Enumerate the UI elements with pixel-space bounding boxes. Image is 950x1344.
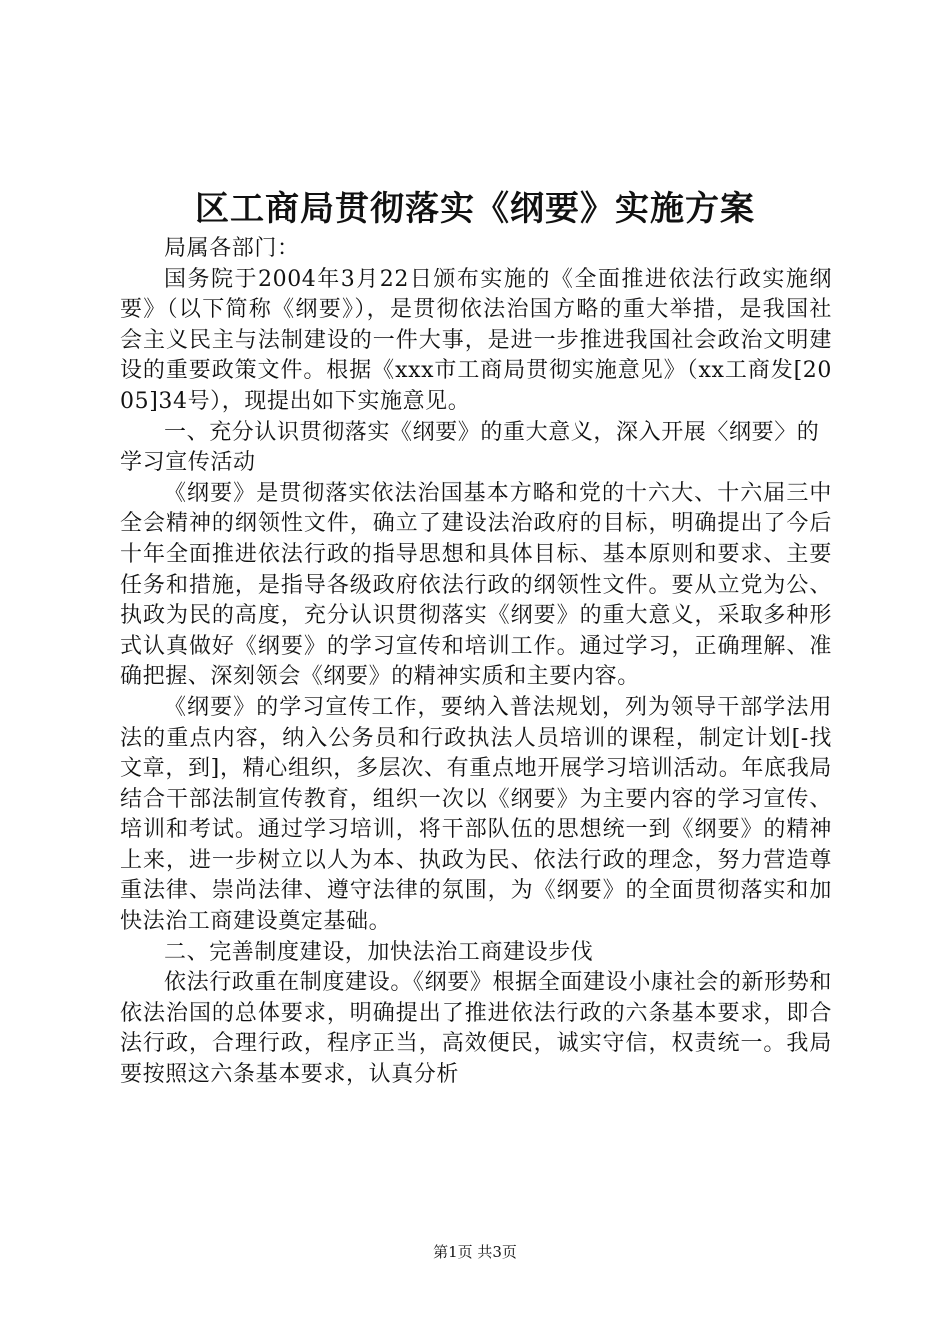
paragraph-section-1-b: 《纲要》的学习宣传工作，要纳入普法规划，列为领导干部学法用法的重点内容，纳入公务员和行政执法人员培训的课程，制定计划[-找文章，到]，精心组织，多层次、有重点地开展学习培训活动。年底我局结合干部法制宣传教育，组织一次以《纲要》为主要内容的学习宣传、培训和考试。通过学习培训，将干部队伍的思想统一到《纲要》的精神上来，进一步树立以人为本、执政为民、依法行政的理念，努力营造尊重法律、崇尚法律、遵守法律的氛围，为《纲要》的全面贯彻落实和加快法治工商建设奠定基础。 [120,694,832,935]
section-heading-2: 二、完善制度建设，加快法治工商建设步伐 [164,939,594,965]
paragraph-section-1-a: 《纲要》是贯彻落实依法治国基本方略和党的十六大、十六届三中全会精神的纲领性文件，确立了建设法治政府的目标，明确提出了今后十年全面推进依法行政的指导思想和具体目标、基本原则和要求、主要任务和措施，是指导各级政府依法行政的纲领性文件。要从立党为公、执政为民的高度，充分认识贯彻落实《纲要》的重大意义，采取多种形式认真做好《纲要》的学习宣传和培训工作。通过学习，正确理解、准确把握、深刻领会《纲要》的精神实质和主要内容。 [120,480,832,690]
document-body [120,234,832,1091]
paragraph-intro: 国务院于2004年3月22日颁布实施的《全面推进依法行政实施纲要》（以下简称《纲要》），是贯彻依法治国方略的重大举措，是我国社会主义民主与法制建设的一件大事，是进一步推进我国社会政治文明建设的重要政策文件。根据《xxx市工商局贯彻实施意见》（xx工商发[2005]34号），现提出如下实施意见。 [120,266,832,414]
salutation: 局属各部门： [164,236,300,261]
section-heading-1: 一、充分认识贯彻落实《纲要》的重大意义，深入开展〈纲要〉的学习宣传活动 [120,419,820,476]
paragraph-section-2-a: 依法行政重在制度建设。《纲要》根据全面建设小康社会的新形势和依法治国的总体要求，明确提出了推进依法行政的六条基本要求，即合法行政，合理行政，程序正当，高效便民，诚实守信，权责统一。我局要按照这六条基本要求，认真分析 [120,970,832,1088]
page-footer: 第1页 共3页 [433,1243,517,1261]
document-title: 区工商局贯彻落实《纲要》实施方案 [195,189,755,229]
